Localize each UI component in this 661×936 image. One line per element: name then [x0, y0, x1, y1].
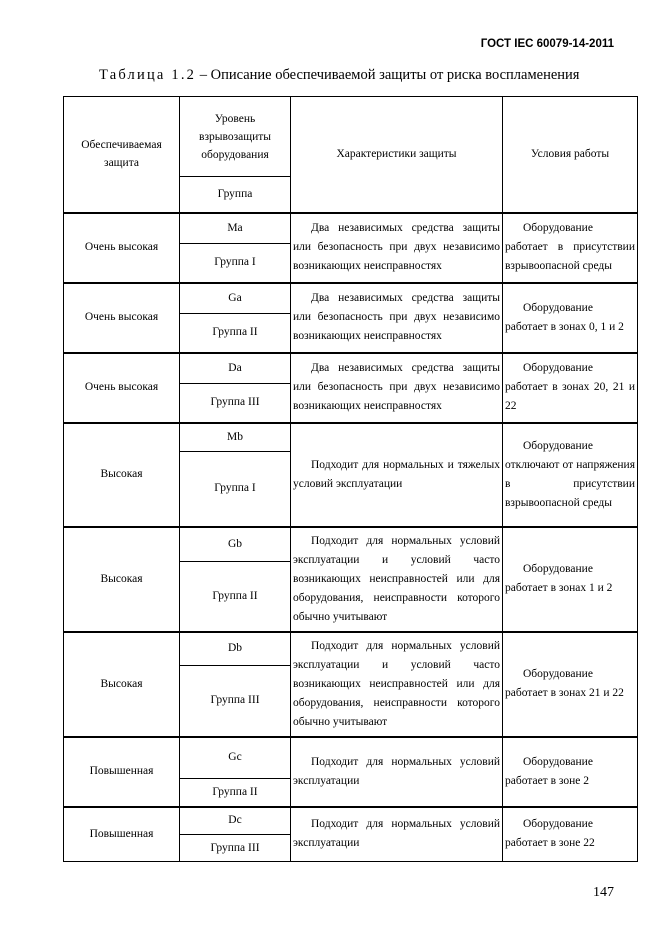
- cell-characteristics: Подходит для нормальных условий эксплуатации и условий часто возникающих неисправностей или для оборудования, неисправности которого обычно учитывают: [291, 632, 503, 737]
- cell-level: Ma: [180, 213, 291, 244]
- cell-conditions: Оборудование работает в зонах 20, 21 и 22: [503, 353, 638, 423]
- table-row: [64, 353, 638, 384]
- cell-protection: Высокая: [64, 527, 180, 632]
- cell-conditions: Оборудование работает в зоне 2: [503, 737, 638, 807]
- table-row: [64, 213, 638, 244]
- cell-group: Группа III: [180, 666, 291, 737]
- cell-level: Dc: [180, 807, 291, 835]
- cell-level: Gb: [180, 527, 291, 562]
- cell-group: Группа III: [180, 835, 291, 862]
- col-header-group: Группа: [180, 177, 291, 213]
- table-row: [64, 527, 638, 562]
- cell-characteristics: Два независимых средства защиты или безопасность при двух независимо возникающих неисправностях: [291, 283, 503, 353]
- col-header-protection: Обеспечиваемая защита: [64, 97, 180, 213]
- cell-characteristics: Подходит для нормальных условий эксплуатации: [291, 807, 503, 862]
- cell-characteristics: Два независимых средства защиты или безопасность при двух независимо возникающих неисправностях: [291, 213, 503, 283]
- cell-level: Mb: [180, 423, 291, 452]
- cell-level: Ga: [180, 283, 291, 314]
- table-row: [64, 283, 638, 314]
- table-caption-prefix: Таблица 1.2: [99, 67, 197, 83]
- cell-level: Db: [180, 632, 291, 666]
- table-caption: [99, 67, 579, 84]
- cell-group: Группа I: [180, 452, 291, 527]
- cell-conditions: Оборудование отключают от напряжения в присутствии взрывоопасной среды: [503, 423, 638, 527]
- cell-characteristics: Подходит для нормальных условий эксплуатации и условий часто возникающих неисправностей или для оборудования, неисправности которого обычно учитывают: [291, 527, 503, 632]
- cell-characteristics: Подходит для нормальных условий эксплуатации: [291, 737, 503, 807]
- cell-conditions: Оборудование работает в зонах 1 и 2: [503, 527, 638, 632]
- cell-conditions: Оборудование работает в зонах 21 и 22: [503, 632, 638, 737]
- cell-protection: Повышенная: [64, 807, 180, 862]
- cell-protection: Высокая: [64, 632, 180, 737]
- table-row: [64, 423, 638, 452]
- table-caption-text: – Описание обеспечиваемой защиты от риска воспламенения: [196, 67, 580, 83]
- cell-group: Группа II: [180, 314, 291, 353]
- col-header-level: Уровень взрывозащиты оборудования: [180, 97, 291, 177]
- standard-id: ГОСТ IEC 60079-14-2011: [480, 38, 614, 50]
- protection-table: [63, 96, 638, 862]
- col-header-conditions: Условия работы: [503, 97, 638, 213]
- cell-protection: Высокая: [64, 423, 180, 527]
- cell-conditions: Оборудование работает в присутствии взрывоопасной среды: [503, 213, 638, 283]
- table-row: [64, 632, 638, 666]
- cell-conditions: Оборудование работает в зоне 22: [503, 807, 638, 862]
- cell-group: Группа III: [180, 384, 291, 423]
- cell-characteristics: Подходит для нормальных и тяжелых условий эксплуатации: [291, 423, 503, 527]
- cell-group: Группа II: [180, 779, 291, 807]
- cell-protection: Очень высокая: [64, 213, 180, 283]
- col-header-characteristics: Характеристики защиты: [291, 97, 503, 213]
- cell-group: Группа I: [180, 244, 291, 283]
- cell-group: Группа II: [180, 562, 291, 632]
- table-row: [64, 737, 638, 779]
- page-number: 147: [593, 885, 614, 900]
- cell-level: Da: [180, 353, 291, 384]
- cell-level: Gc: [180, 737, 291, 779]
- cell-protection: Очень высокая: [64, 283, 180, 353]
- table-row: [64, 807, 638, 835]
- cell-conditions: Оборудование работает в зонах 0, 1 и 2: [503, 283, 638, 353]
- cell-characteristics: Два независимых средства защиты или безопасность при двух независимо возникающих неисправностях: [291, 353, 503, 423]
- cell-protection: Повышенная: [64, 737, 180, 807]
- cell-protection: Очень высокая: [64, 353, 180, 423]
